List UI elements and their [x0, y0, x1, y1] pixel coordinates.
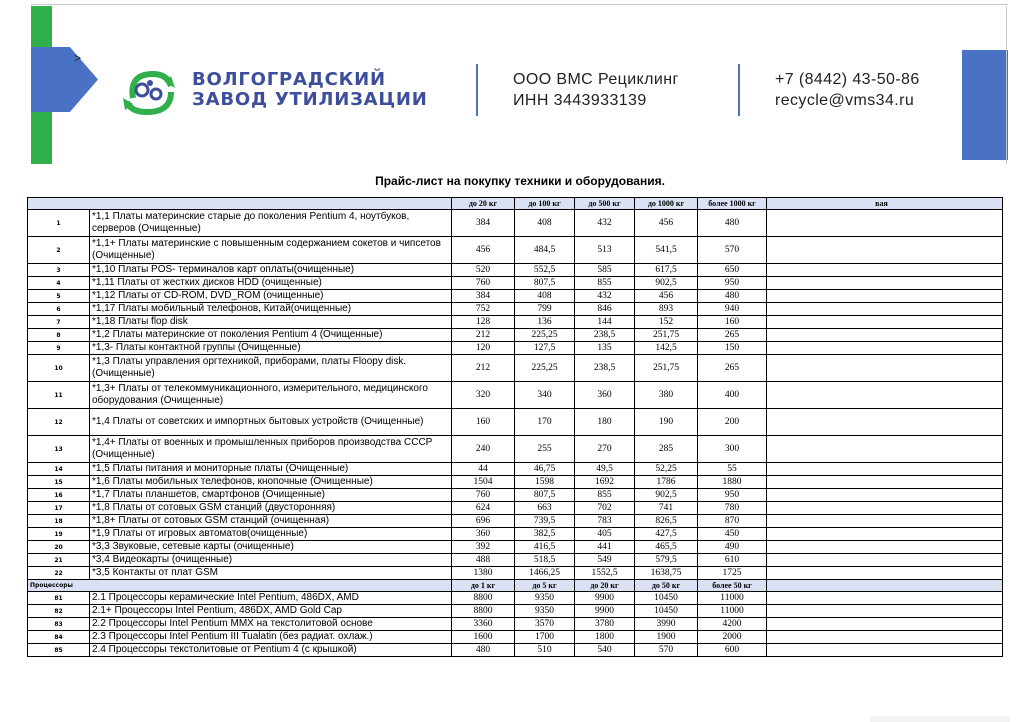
price-value: 552,5	[515, 264, 575, 277]
price-value: 490	[698, 541, 767, 554]
price-value: 450	[698, 528, 767, 541]
price-table	[27, 197, 1003, 657]
price-value: 11000	[698, 605, 767, 618]
price-value: 456	[635, 290, 698, 303]
price-value: 270	[575, 436, 635, 463]
row-number: 10	[28, 355, 90, 382]
item-description: *1,2 Платы материнские от поколения Pentium 4 (Очищенные)	[90, 329, 452, 342]
price-value: 1598	[515, 476, 575, 489]
table-row	[28, 355, 1003, 382]
table-header-row	[28, 198, 1003, 210]
empty-cell	[767, 567, 1003, 580]
price-value: 893	[635, 303, 698, 316]
table-header-row	[28, 580, 1003, 592]
empty-cell	[767, 515, 1003, 528]
item-description: *1,3 Платы управления оргтехникой, приборами, платы Floopy disk. (Очищенные)	[90, 355, 452, 382]
price-value: 427,5	[635, 528, 698, 541]
empty-cell	[767, 605, 1003, 618]
section-label: Процессоры	[28, 580, 452, 592]
item-description: *1,17 Платы мобильный телефонов, Китай(очищенные)	[90, 303, 452, 316]
price-value: 624	[452, 502, 515, 515]
price-value: 180	[575, 409, 635, 436]
price-value: 1600	[452, 631, 515, 644]
item-description: *1,12 Платы от CD-ROM, DVD_ROM (очищенные)	[90, 290, 452, 303]
price-value: 456	[635, 210, 698, 237]
price-value: 760	[452, 489, 515, 502]
price-value: 488	[452, 554, 515, 567]
price-value: 855	[575, 277, 635, 290]
price-value: 265	[698, 329, 767, 342]
row-number: 8	[28, 329, 90, 342]
price-value: 8800	[452, 592, 515, 605]
item-description: 2.1 Процессоры керамические Intel Pentium, 486DX, AMD	[90, 592, 452, 605]
price-value: 549	[575, 554, 635, 567]
price-value: 1692	[575, 476, 635, 489]
row-number: 15	[28, 476, 90, 489]
phone-number[interactable]: +7 (8442) 43-50-86	[775, 71, 920, 88]
price-value: 408	[515, 210, 575, 237]
price-value: 340	[515, 382, 575, 409]
price-value: 380	[635, 382, 698, 409]
item-description: 2.3 Процессоры Intel Pentium III Tualatin (без радиат. охлаж.)	[90, 631, 452, 644]
price-value: 1380	[452, 567, 515, 580]
price-value: 150	[698, 342, 767, 355]
table-row	[28, 618, 1003, 631]
empty-cell	[767, 210, 1003, 237]
header-extra	[767, 580, 1003, 592]
price-value: 480	[452, 644, 515, 657]
empty-cell	[767, 489, 1003, 502]
row-number: 16	[28, 489, 90, 502]
item-description: *1,11 Платы от жестких дисков HDD (очищенные)	[90, 277, 452, 290]
empty-cell	[767, 644, 1003, 657]
price-value: 3780	[575, 618, 635, 631]
empty-cell	[767, 355, 1003, 382]
empty-cell	[767, 382, 1003, 409]
item-description: *1,5 Платы питания и мониторные платы (Очищенные)	[90, 463, 452, 476]
table-row	[28, 476, 1003, 489]
empty-cell	[767, 237, 1003, 264]
header-extra-text: вая	[875, 199, 888, 208]
column-header: более 1000 кг	[698, 198, 767, 210]
header-blank	[28, 198, 452, 210]
price-value: 255	[515, 436, 575, 463]
contact-info	[775, 69, 920, 111]
price-value: 465,5	[635, 541, 698, 554]
email-address[interactable]: recycle@vms34.ru	[775, 92, 915, 109]
price-value: 600	[698, 644, 767, 657]
table-row	[28, 489, 1003, 502]
empty-cell	[767, 541, 1003, 554]
empty-cell	[767, 316, 1003, 329]
item-description: *1,8 Платы от сотовых GSM станций (двусторонняя)	[90, 502, 452, 515]
row-number: 4	[28, 277, 90, 290]
column-header: до 1000 кг	[635, 198, 698, 210]
price-value: 416,5	[515, 541, 575, 554]
table-row	[28, 303, 1003, 316]
price-value: 225,25	[515, 329, 575, 342]
row-number: 83	[28, 618, 90, 631]
item-description: *1,4+ Платы от военных и промышленных приборов производства СССР (Очищенные)	[90, 436, 452, 463]
table-row	[28, 605, 1003, 618]
price-value: 702	[575, 502, 635, 515]
price-value: 3990	[635, 618, 698, 631]
row-number: 1	[28, 210, 90, 237]
price-value: 144	[575, 316, 635, 329]
price-value: 160	[698, 316, 767, 329]
price-value: 9900	[575, 605, 635, 618]
row-number: 11	[28, 382, 90, 409]
price-value: 285	[635, 436, 698, 463]
item-description: *1,1 Платы материнские старые до поколения Pentium 4, ноутбуков, серверов (Очищенные)	[90, 210, 452, 237]
table-row	[28, 567, 1003, 580]
price-value: 510	[515, 644, 575, 657]
column-header: до 50 кг	[635, 580, 698, 592]
row-number: 84	[28, 631, 90, 644]
price-value: 480	[698, 210, 767, 237]
empty-cell	[767, 476, 1003, 489]
price-value: 9350	[515, 592, 575, 605]
item-description: 2.2 Процессоры Intel Pentium MMX на текстолитовой основе	[90, 618, 452, 631]
price-value: 855	[575, 489, 635, 502]
row-number: 82	[28, 605, 90, 618]
price-value: 2000	[698, 631, 767, 644]
price-value: 240	[452, 436, 515, 463]
empty-cell	[767, 631, 1003, 644]
price-value: 11000	[698, 592, 767, 605]
empty-cell	[767, 592, 1003, 605]
price-value: 940	[698, 303, 767, 316]
price-value: 160	[452, 409, 515, 436]
column-header: до 5 кг	[515, 580, 575, 592]
price-value: 251,75	[635, 329, 698, 342]
recycling-logo-icon	[119, 66, 179, 116]
price-value: 212	[452, 355, 515, 382]
price-value: 10450	[635, 605, 698, 618]
price-value: 760	[452, 277, 515, 290]
item-description: *1,4 Платы от советских и импортных бытовых устройств (Очищенные)	[90, 409, 452, 436]
price-value: 170	[515, 409, 575, 436]
column-header: более 50 кг	[698, 580, 767, 592]
column-header: до 100 кг	[515, 198, 575, 210]
item-description: 2.1+ Процессоры Intel Pentium, 486DX, AMD Gold Cap	[90, 605, 452, 618]
row-number: 6	[28, 303, 90, 316]
price-value: 1638,75	[635, 567, 698, 580]
empty-cell	[767, 463, 1003, 476]
price-value: 617,5	[635, 264, 698, 277]
price-value: 360	[575, 382, 635, 409]
price-value: 1552,5	[575, 567, 635, 580]
table-row	[28, 210, 1003, 237]
chevron-glyph: >	[74, 51, 82, 65]
column-header: до 500 кг	[575, 198, 635, 210]
row-number: 9	[28, 342, 90, 355]
header-extra	[767, 198, 1003, 210]
price-value: 55	[698, 463, 767, 476]
price-value: 52,25	[635, 463, 698, 476]
row-number: 17	[28, 502, 90, 515]
price-value: 9900	[575, 592, 635, 605]
price-value: 456	[452, 237, 515, 264]
table-row	[28, 644, 1003, 657]
price-value: 46,75	[515, 463, 575, 476]
page-title: Прайс-лист на покупку техники и оборудования.	[375, 174, 665, 188]
row-number: 13	[28, 436, 90, 463]
price-value: 540	[575, 644, 635, 657]
price-value: 225,25	[515, 355, 575, 382]
price-value: 120	[452, 342, 515, 355]
item-description: *1,9 Платы от игровых автоматов(очищенные)	[90, 528, 452, 541]
table-row	[28, 528, 1003, 541]
company-inn: ИНН 3443933139	[513, 92, 647, 109]
top-rule	[31, 4, 1008, 5]
price-value: 739,5	[515, 515, 575, 528]
table-row	[28, 502, 1003, 515]
price-value: 9350	[515, 605, 575, 618]
table-row	[28, 463, 1003, 476]
price-value: 579,5	[635, 554, 698, 567]
price-value: 1504	[452, 476, 515, 489]
price-value: 135	[575, 342, 635, 355]
empty-cell	[767, 303, 1003, 316]
price-value: 950	[698, 489, 767, 502]
left-blue-arrow	[31, 47, 98, 112]
price-value: 441	[575, 541, 635, 554]
price-value: 1725	[698, 567, 767, 580]
price-value: 752	[452, 303, 515, 316]
table-row	[28, 277, 1003, 290]
table-row	[28, 515, 1003, 528]
item-description: *1,6 Платы мобильных телефонов, кнопочные (Очищенные)	[90, 476, 452, 489]
price-value: 320	[452, 382, 515, 409]
price-value: 870	[698, 515, 767, 528]
brand-name	[192, 70, 428, 110]
price-value: 902,5	[635, 277, 698, 290]
price-value: 1466,25	[515, 567, 575, 580]
item-description: *1,7 Платы планшетов, смартфонов (Очищенные)	[90, 489, 452, 502]
table-row	[28, 342, 1003, 355]
price-value: 780	[698, 502, 767, 515]
price-value: 238,5	[575, 355, 635, 382]
price-value: 127,5	[515, 342, 575, 355]
price-value: 384	[452, 210, 515, 237]
right-blue-band	[962, 50, 1008, 160]
price-value: 741	[635, 502, 698, 515]
column-header: до 20 кг	[575, 580, 635, 592]
table-row	[28, 436, 1003, 463]
price-value: 432	[575, 210, 635, 237]
item-description: *1,18 Платы flop disk	[90, 316, 452, 329]
empty-cell	[767, 409, 1003, 436]
price-value: 799	[515, 303, 575, 316]
price-value: 663	[515, 502, 575, 515]
price-value: 190	[635, 409, 698, 436]
table-row	[28, 290, 1003, 303]
price-value: 783	[575, 515, 635, 528]
price-value: 1900	[635, 631, 698, 644]
price-value: 484,5	[515, 237, 575, 264]
row-number: 7	[28, 316, 90, 329]
table-row	[28, 631, 1003, 644]
price-value: 384	[452, 290, 515, 303]
price-value: 49,5	[575, 463, 635, 476]
price-value: 405	[575, 528, 635, 541]
item-description: *1,3+ Платы от телекоммуникационного, измерительного, медицинского оборудования (Очищенные)	[90, 382, 452, 409]
column-header: до 1 кг	[452, 580, 515, 592]
price-value: 4200	[698, 618, 767, 631]
price-value: 1800	[575, 631, 635, 644]
price-value: 585	[575, 264, 635, 277]
price-value: 382,5	[515, 528, 575, 541]
empty-cell	[767, 290, 1003, 303]
price-value: 570	[635, 644, 698, 657]
right-edge-rule	[1006, 6, 1007, 164]
item-description: *3,4 Видеокарты (очищенные)	[90, 554, 452, 567]
price-value: 392	[452, 541, 515, 554]
company-info	[513, 69, 679, 111]
price-value: 3360	[452, 618, 515, 631]
row-number: 2	[28, 237, 90, 264]
empty-cell	[767, 528, 1003, 541]
empty-cell	[767, 554, 1003, 567]
price-value: 807,5	[515, 489, 575, 502]
price-value: 1700	[515, 631, 575, 644]
empty-cell	[767, 329, 1003, 342]
item-description: *3,3 Звуковые, сетевые карты (очищенные)	[90, 541, 452, 554]
price-value: 152	[635, 316, 698, 329]
price-value: 807,5	[515, 277, 575, 290]
column-header: до 20 кг	[452, 198, 515, 210]
item-description: *1,3- Платы контактной группы (Очищенные)	[90, 342, 452, 355]
item-description: 2.4 Процессоры текстолитовые от Pentium 4 (с крышкой)	[90, 644, 452, 657]
price-value: 513	[575, 237, 635, 264]
empty-cell	[767, 277, 1003, 290]
price-value: 238,5	[575, 329, 635, 342]
row-number: 18	[28, 515, 90, 528]
price-value: 3570	[515, 618, 575, 631]
table-row	[28, 382, 1003, 409]
price-value: 432	[575, 290, 635, 303]
price-value: 400	[698, 382, 767, 409]
price-value: 408	[515, 290, 575, 303]
brand-line-2: ЗАВОД УТИЛИЗАЦИИ	[192, 89, 428, 110]
price-value: 846	[575, 303, 635, 316]
item-description: *1,8+ Платы от сотовых GSM станций (очищенная)	[90, 515, 452, 528]
price-value: 610	[698, 554, 767, 567]
price-value: 518,5	[515, 554, 575, 567]
table-row	[28, 541, 1003, 554]
price-value: 826,5	[635, 515, 698, 528]
price-value: 300	[698, 436, 767, 463]
item-description: *3,5 Контакты от плат GSM	[90, 567, 452, 580]
empty-cell	[767, 264, 1003, 277]
price-value: 902,5	[635, 489, 698, 502]
price-value: 128	[452, 316, 515, 329]
row-number: 5	[28, 290, 90, 303]
brand-line-1: ВОЛГОГРАДСКИЙ	[192, 69, 386, 90]
price-value: 950	[698, 277, 767, 290]
item-description: *1,10 Платы POS- терминалов карт оплаты(очищенные)	[90, 264, 452, 277]
row-number: 20	[28, 541, 90, 554]
price-value: 265	[698, 355, 767, 382]
price-value: 1880	[698, 476, 767, 489]
price-value: 696	[452, 515, 515, 528]
table-row	[28, 592, 1003, 605]
item-description: *1,1+ Платы материнские с повышенным содержанием сокетов и чипсетов (Очищенные)	[90, 237, 452, 264]
row-number: 81	[28, 592, 90, 605]
company-name: ООО ВМС Рециклинг	[513, 71, 679, 88]
price-value: 541,5	[635, 237, 698, 264]
row-number: 19	[28, 528, 90, 541]
row-number: 22	[28, 567, 90, 580]
table-row	[28, 554, 1003, 567]
price-value: 142,5	[635, 342, 698, 355]
header-separator	[476, 64, 478, 116]
price-value: 520	[452, 264, 515, 277]
empty-cell	[767, 342, 1003, 355]
row-number: 3	[28, 264, 90, 277]
footer-fade	[870, 716, 1010, 722]
price-value: 251,75	[635, 355, 698, 382]
price-value: 1786	[635, 476, 698, 489]
table-row	[28, 409, 1003, 436]
price-value: 212	[452, 329, 515, 342]
empty-cell	[767, 502, 1003, 515]
row-number: 14	[28, 463, 90, 476]
price-value: 480	[698, 290, 767, 303]
price-value: 650	[698, 264, 767, 277]
price-value: 8800	[452, 605, 515, 618]
price-value: 570	[698, 237, 767, 264]
price-value: 44	[452, 463, 515, 476]
price-value: 10450	[635, 592, 698, 605]
row-number: 85	[28, 644, 90, 657]
empty-cell	[767, 436, 1003, 463]
price-value: 136	[515, 316, 575, 329]
table-row	[28, 264, 1003, 277]
row-number: 21	[28, 554, 90, 567]
empty-cell	[767, 618, 1003, 631]
header-separator	[738, 64, 740, 116]
table-row	[28, 329, 1003, 342]
table-row	[28, 237, 1003, 264]
price-value: 360	[452, 528, 515, 541]
row-number: 12	[28, 409, 90, 436]
table-row	[28, 316, 1003, 329]
price-value: 200	[698, 409, 767, 436]
